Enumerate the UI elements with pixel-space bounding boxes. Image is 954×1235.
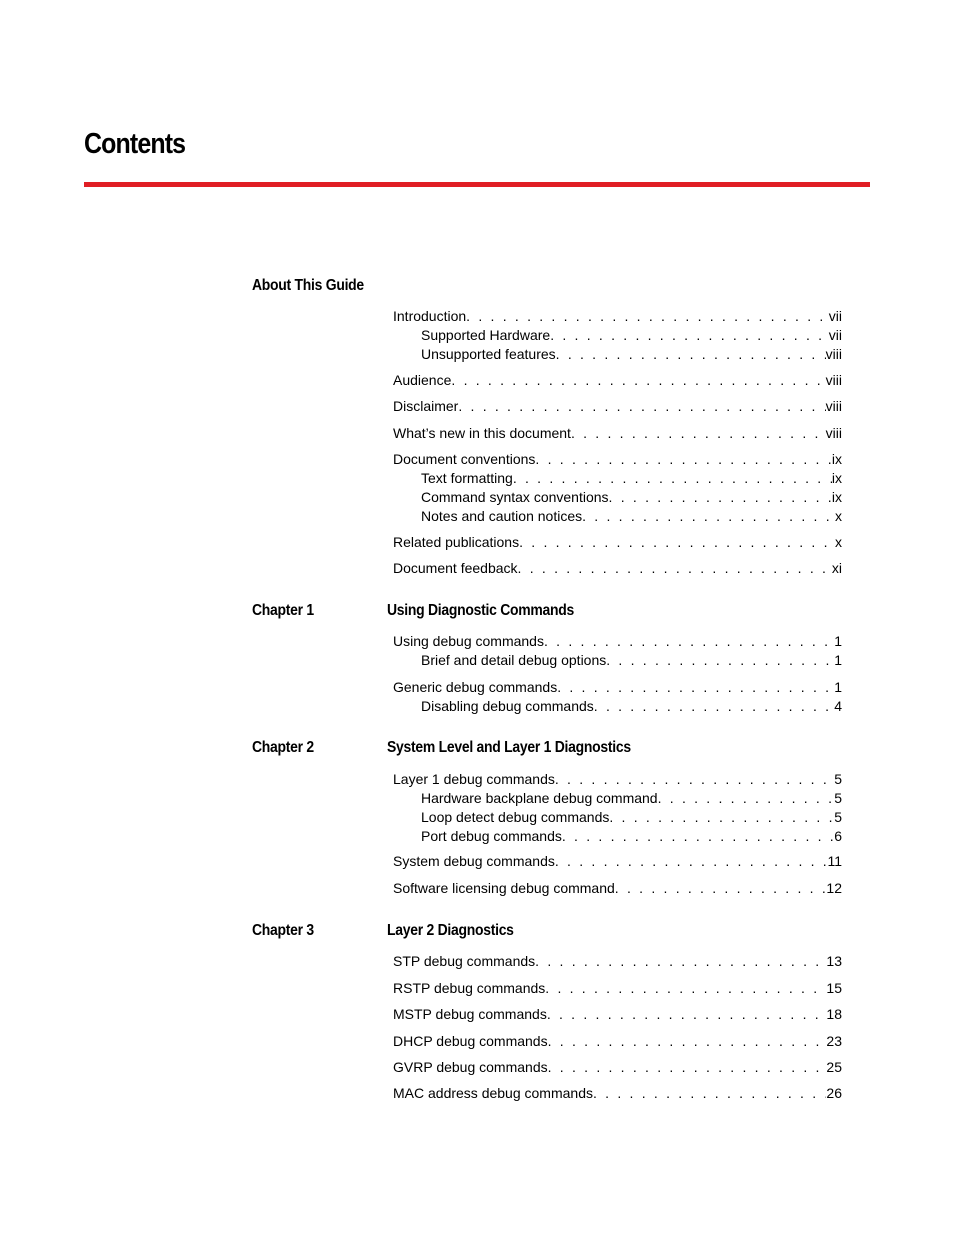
toc-entry-label: Disabling debug commands [421, 698, 594, 714]
page-number: 26 [826, 1085, 842, 1101]
chapter-label: Chapter 3 [252, 922, 314, 939]
page-number: 1 [834, 679, 842, 695]
chapter-title[interactable]: Layer 2 Diagnostics [387, 922, 514, 939]
toc-entry-label: Generic debug commands [393, 679, 558, 695]
dot-leader [557, 678, 834, 697]
page-number: 23 [826, 1033, 842, 1049]
dot-leader [562, 827, 834, 846]
toc-entry-label: Port debug commands [421, 828, 562, 844]
toc-entry[interactable] [421, 808, 842, 827]
dot-leader [545, 979, 826, 998]
toc-entry-label: Using debug commands [393, 633, 544, 649]
toc-entry[interactable] [393, 450, 842, 469]
toc-entry-label: Related publications [393, 534, 520, 550]
toc-entry-label: GVRP debug commands [393, 1059, 548, 1075]
page-number: ix [831, 451, 842, 467]
toc-entry-label: Audience [393, 372, 452, 388]
toc-entry-label: Introduction [393, 308, 467, 324]
toc-entry[interactable] [421, 345, 842, 364]
page-number: ix [831, 489, 842, 505]
page-number: 5 [834, 790, 842, 806]
toc-entry-label: Document conventions [393, 451, 536, 467]
page-number: 4 [834, 698, 842, 714]
page-number: 13 [826, 953, 842, 969]
toc-entry-label: Notes and caution notices [421, 508, 583, 524]
dot-leader [548, 1032, 827, 1051]
dot-leader [571, 424, 826, 443]
dot-leader [556, 345, 826, 364]
toc-entry[interactable] [421, 789, 842, 808]
toc-entry[interactable] [393, 371, 842, 390]
toc-entry[interactable] [393, 1084, 842, 1103]
dot-leader [544, 632, 834, 651]
toc-entry-label: MAC address debug commands [393, 1085, 593, 1101]
toc-entry-label: Loop detect debug commands [421, 809, 610, 825]
dot-leader [466, 307, 829, 326]
toc-entry-label: Layer 1 debug commands [393, 771, 555, 787]
toc-entry[interactable] [421, 326, 842, 345]
toc-entry[interactable] [393, 632, 842, 651]
dot-leader [547, 1005, 827, 1024]
toc-entry-label: Command syntax conventions [421, 489, 609, 505]
page-number: ix [831, 470, 842, 486]
toc-entry-label: Unsupported features [421, 346, 556, 362]
toc-entry-label: MSTP debug commands [393, 1006, 547, 1022]
toc-entry[interactable] [393, 979, 842, 998]
page-number: 11 [827, 853, 842, 869]
toc-entry-label: Disclaimer [393, 398, 459, 414]
page-number: 5 [834, 809, 842, 825]
dot-leader [609, 488, 832, 507]
page-title: Contents [84, 128, 186, 160]
dot-leader [535, 450, 831, 469]
toc-entry-label: DHCP debug commands [393, 1033, 548, 1049]
dot-leader [550, 326, 829, 345]
dot-leader [548, 1058, 827, 1077]
toc-entry[interactable] [393, 533, 842, 552]
toc-entry-label: What’s new in this document [393, 425, 571, 441]
toc-entry[interactable] [393, 424, 842, 443]
toc-entry[interactable] [393, 1032, 842, 1051]
toc-entry-label: Hardware backplane debug command [421, 790, 658, 806]
page-number: 1 [834, 633, 842, 649]
page-number: x [835, 508, 842, 524]
page-number: 1 [834, 652, 842, 668]
toc-entry[interactable] [393, 879, 842, 898]
page-number: viii [825, 398, 842, 414]
toc-entry[interactable] [393, 852, 842, 871]
toc-entry[interactable] [393, 307, 842, 326]
page-number: vii [828, 308, 842, 324]
section-heading: About This Guide [252, 277, 364, 294]
toc-entry[interactable] [393, 770, 842, 789]
toc-entry-label: Software licensing debug command [393, 880, 615, 896]
toc-entry[interactable] [421, 827, 842, 846]
page-number: xi [831, 560, 842, 576]
dot-leader [555, 770, 834, 789]
toc-entry[interactable] [393, 1058, 842, 1077]
toc-entry-label: Brief and detail debug options [421, 652, 607, 668]
dot-leader [593, 1084, 826, 1103]
toc-entry[interactable] [421, 697, 842, 716]
page-number: 15 [826, 980, 842, 996]
toc-entry[interactable] [421, 488, 842, 507]
toc-entry-label: RSTP debug commands [393, 980, 546, 996]
dot-leader [609, 808, 834, 827]
page-number: 25 [826, 1059, 842, 1075]
page-number: 18 [826, 1006, 842, 1022]
chapter-label: Chapter 2 [252, 739, 314, 756]
toc-entry-label: STP debug commands [393, 953, 536, 969]
chapter-title[interactable]: System Level and Layer 1 Diagnostics [387, 739, 631, 756]
page-number: viii [825, 346, 842, 362]
toc-entry[interactable] [393, 397, 842, 416]
dot-leader [658, 789, 835, 808]
toc-entry[interactable] [393, 678, 842, 697]
dot-leader [458, 397, 825, 416]
page-number: viii [825, 372, 842, 388]
toc-entry[interactable] [421, 651, 842, 670]
dot-leader [535, 952, 826, 971]
page-number: 5 [834, 771, 842, 787]
dot-leader [594, 697, 834, 716]
dot-leader [451, 371, 825, 390]
page-number: x [835, 534, 842, 550]
page-number: 12 [826, 880, 842, 896]
toc-entry[interactable] [421, 469, 842, 488]
toc-entry[interactable] [421, 507, 842, 526]
dot-leader [518, 559, 832, 578]
dot-leader [519, 533, 835, 552]
toc-entry[interactable] [393, 952, 842, 971]
toc-entry-label: Text formatting [421, 470, 513, 486]
dot-leader [582, 507, 835, 526]
toc-entry[interactable] [393, 559, 842, 578]
page-number: 6 [834, 828, 842, 844]
dot-leader [606, 651, 834, 670]
toc-entry-label: Supported Hardware [421, 327, 551, 343]
title-rule [84, 182, 870, 187]
chapter-title[interactable]: Using Diagnostic Commands [387, 602, 575, 619]
dot-leader [615, 879, 827, 898]
page-number: viii [825, 425, 842, 441]
toc-entry-label: Document feedback [393, 560, 518, 576]
chapter-label: Chapter 1 [252, 602, 314, 619]
page-number: vii [828, 327, 842, 343]
dot-leader [513, 469, 832, 488]
toc-entry-label: System debug commands [393, 853, 555, 869]
toc-entry[interactable] [393, 1005, 842, 1024]
dot-leader [555, 852, 828, 871]
